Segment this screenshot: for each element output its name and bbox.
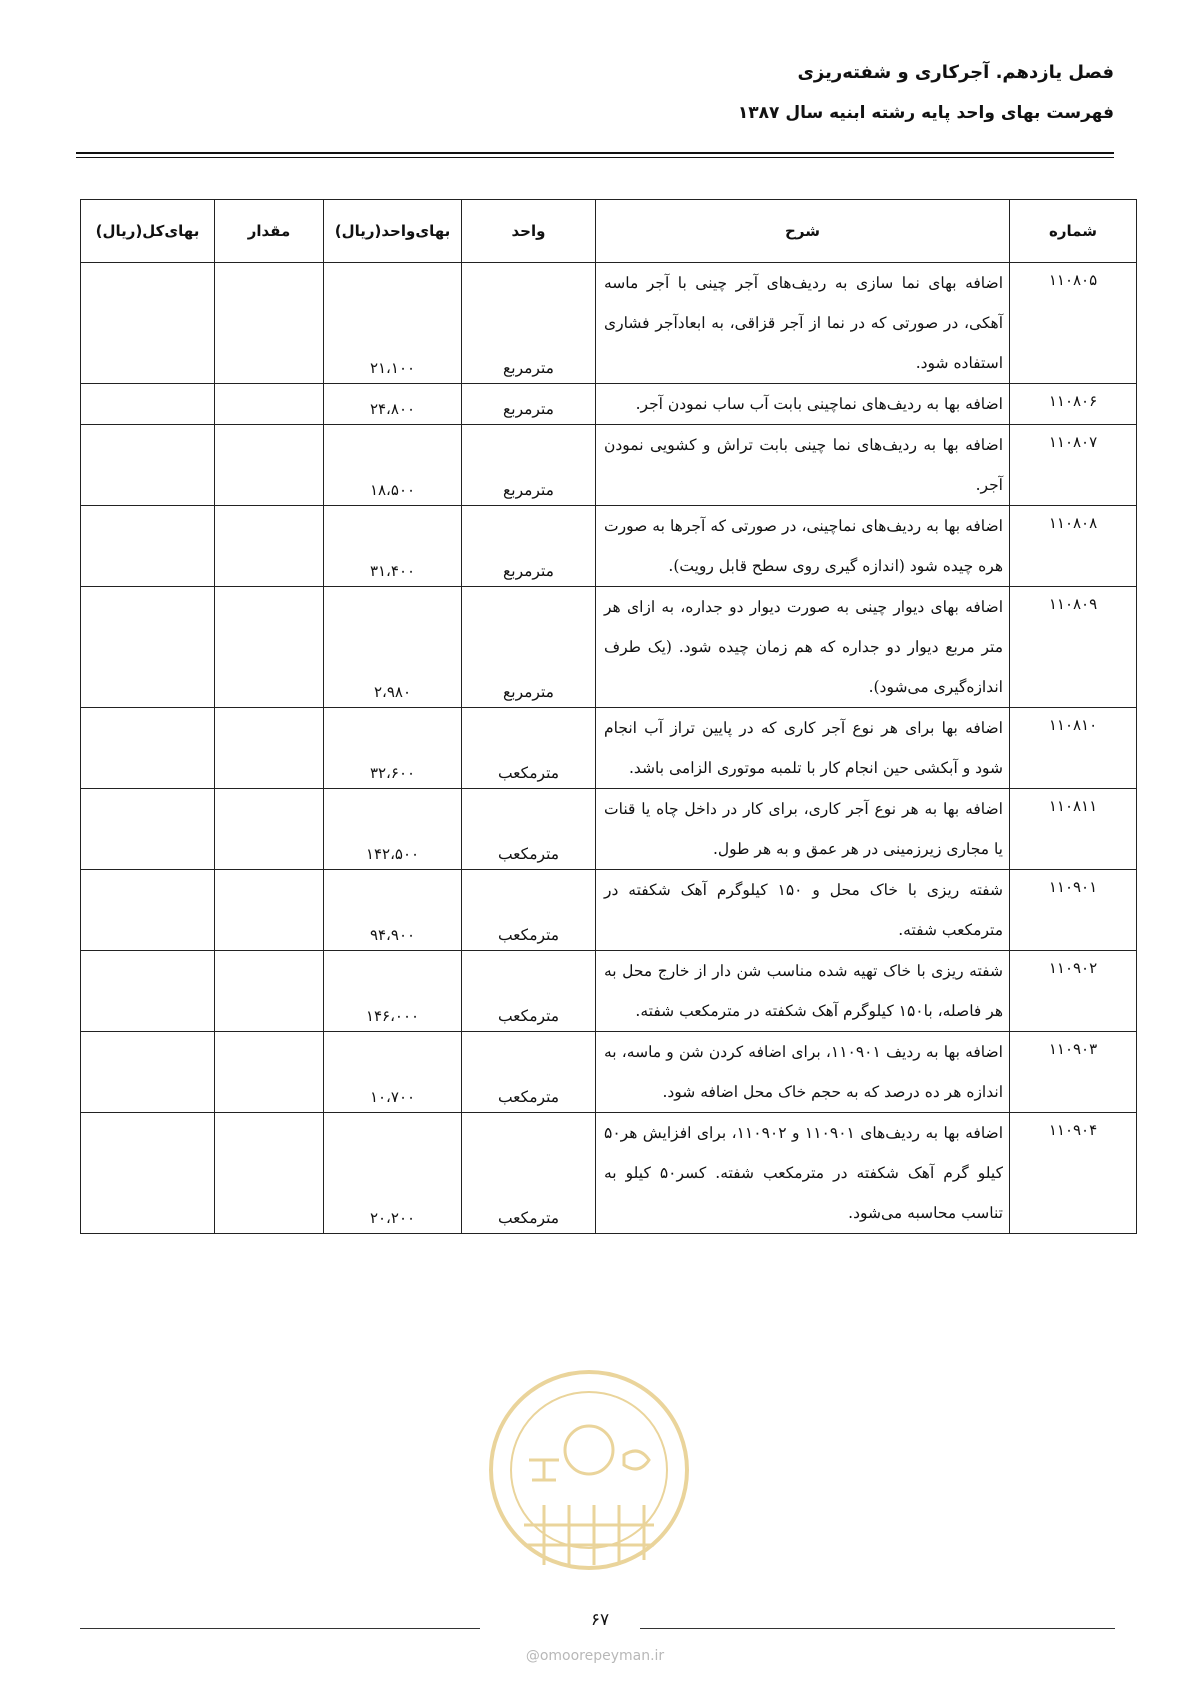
row-code: ۱۱۰۸۰۶ bbox=[1010, 384, 1137, 425]
header-rule-thin bbox=[76, 157, 1114, 158]
row-unit: مترمربع bbox=[462, 263, 596, 384]
table-header-row bbox=[81, 200, 1137, 263]
row-unit-price: ۲۱،۱۰۰ bbox=[324, 263, 462, 384]
row-quantity bbox=[215, 384, 324, 425]
row-description: اضافه بها به ردیف‌های نماچینی بابت آب ساب نمودن آجر. bbox=[596, 384, 1010, 425]
row-quantity bbox=[215, 263, 324, 384]
row-code: ۱۱۰۸۱۰ bbox=[1010, 708, 1137, 789]
footer-rule-right bbox=[640, 1628, 1115, 1629]
row-code: ۱۱۰۸۰۷ bbox=[1010, 425, 1137, 506]
row-description: اضافه بهای دیوار چینی به صورت دیوار دو جداره، به ازای هر متر مربع دیوار دو جداره که هم زمان چیده شود. (یک طرف اندازه‌گیری می‌شود). bbox=[596, 587, 1010, 708]
row-unit: مترمربع bbox=[462, 506, 596, 587]
row-description: اضافه بهای نما سازی به ردیف‌های آجر چینی با آجر ماسه آهکی، در صورتی که در نما از آجر قزاقی، به ابعادآجر فشاری استفاده شود. bbox=[596, 263, 1010, 384]
row-unit-price: ۹۴،۹۰۰ bbox=[324, 870, 462, 951]
row-unit-price: ۲،۹۸۰ bbox=[324, 587, 462, 708]
row-unit: مترمربع bbox=[462, 587, 596, 708]
row-description: اضافه بها به ردیف‌های ۱۱۰۹۰۱ و ۱۱۰۹۰۲، برای افزایش هر۵۰ کیلو گرم آهک شکفته در مترمکعب شفته. کسر۵۰ کیلو به تناسب محاسبه می‌شود. bbox=[596, 1113, 1010, 1234]
row-code: ۱۱۰۹۰۱ bbox=[1010, 870, 1137, 951]
row-unit: مترمکعب bbox=[462, 870, 596, 951]
seal-center-emblem bbox=[565, 1426, 613, 1474]
row-code: ۱۱۰۸۱۱ bbox=[1010, 789, 1137, 870]
table-row bbox=[81, 1113, 1137, 1234]
row-description: اضافه بها به ردیف‌های نما چینی بابت تراش و کشویی نمودن آجر. bbox=[596, 425, 1010, 506]
seal-gear-icon bbox=[624, 1451, 649, 1469]
row-quantity bbox=[215, 506, 324, 587]
row-code: ۱۱۰۹۰۲ bbox=[1010, 951, 1137, 1032]
page-header bbox=[738, 58, 1114, 128]
row-total-price bbox=[81, 951, 215, 1032]
row-quantity bbox=[215, 870, 324, 951]
table-row bbox=[81, 708, 1137, 789]
row-total-price bbox=[81, 789, 215, 870]
seal-outer-ring bbox=[491, 1372, 687, 1568]
header-unit: واحد bbox=[462, 200, 596, 263]
table-row bbox=[81, 506, 1137, 587]
header-rule-thick bbox=[76, 152, 1114, 154]
row-unit-price: ۳۱،۴۰۰ bbox=[324, 506, 462, 587]
row-quantity bbox=[215, 1032, 324, 1113]
row-description: اضافه بها به هر نوع آجر کاری، برای کار در داخل چاه یا قنات یا مجاری زیرزمینی در هر عمق و به هر طول. bbox=[596, 789, 1010, 870]
row-description: شفته ریزی با خاک محل و ۱۵۰ کیلوگرم آهک شکفته در مترمکعب شفته. bbox=[596, 870, 1010, 951]
row-quantity bbox=[215, 425, 324, 506]
seal-scale-icon bbox=[529, 1460, 559, 1480]
list-title: فهرست بهای واحد پایه رشته ابنیه سال ۱۳۸۷ bbox=[737, 103, 1114, 123]
page-number: ۶۷ bbox=[590, 1610, 610, 1630]
table-row bbox=[81, 951, 1137, 1032]
row-description: اضافه بها به ردیف‌های نماچینی، در صورتی که آجرها به صورت هره چیده شود (اندازه گیری روی سطح قابل رویت). bbox=[596, 506, 1010, 587]
chapter-title: فصل یازدهم. آجرکاری و شفته‌ریزی bbox=[797, 62, 1114, 83]
header-quantity: مقدار bbox=[215, 200, 324, 263]
row-total-price bbox=[81, 587, 215, 708]
table-row bbox=[81, 425, 1137, 506]
header-total-price: بهای‌کل(ریال) bbox=[81, 200, 215, 263]
table-row bbox=[81, 789, 1137, 870]
row-total-price bbox=[81, 506, 215, 587]
row-unit-price: ۱۰،۷۰۰ bbox=[324, 1032, 462, 1113]
table-row bbox=[81, 263, 1137, 384]
row-code: ۱۱۰۹۰۴ bbox=[1010, 1113, 1137, 1234]
row-unit-price: ۲۰،۲۰۰ bbox=[324, 1113, 462, 1234]
row-unit-price: ۱۴۶،۰۰۰ bbox=[324, 951, 462, 1032]
row-unit: مترمربع bbox=[462, 384, 596, 425]
row-quantity bbox=[215, 789, 324, 870]
row-unit-price: ۱۸،۵۰۰ bbox=[324, 425, 462, 506]
row-total-price bbox=[81, 870, 215, 951]
row-quantity bbox=[215, 1113, 324, 1234]
row-description: شفته ریزی با خاک تهیه شده مناسب شن دار از خارج محل به هر فاصله، با۱۵۰ کیلوگرم آهک شکفته در مترمکعب شفته. bbox=[596, 951, 1010, 1032]
header-unit-price: بهای‌واحد(ریال) bbox=[324, 200, 462, 263]
row-total-price bbox=[81, 1032, 215, 1113]
row-code: ۱۱۰۸۰۹ bbox=[1010, 587, 1137, 708]
row-total-price bbox=[81, 708, 215, 789]
price-table bbox=[80, 199, 1137, 1234]
row-unit: مترمکعب bbox=[462, 789, 596, 870]
row-quantity bbox=[215, 708, 324, 789]
row-quantity bbox=[215, 587, 324, 708]
row-unit: مترمکعب bbox=[462, 1113, 596, 1234]
watermark-seal bbox=[484, 1320, 694, 1610]
row-unit-price: ۳۲،۶۰۰ bbox=[324, 708, 462, 789]
row-unit: مترمکعب bbox=[462, 1032, 596, 1113]
website-watermark: @omoorepeyman.ir bbox=[525, 1648, 665, 1664]
header-description: شرح bbox=[596, 200, 1010, 263]
table-row bbox=[81, 587, 1137, 708]
row-code: ۱۱۰۹۰۳ bbox=[1010, 1032, 1137, 1113]
row-code: ۱۱۰۸۰۸ bbox=[1010, 506, 1137, 587]
row-quantity bbox=[215, 951, 324, 1032]
table-row bbox=[81, 384, 1137, 425]
header-code: شماره bbox=[1010, 200, 1137, 263]
row-description: اضافه بها به ردیف ۱۱۰۹۰۱، برای اضافه کردن شن و ماسه، به اندازه هر ده درصد که به حجم خاک محل اضافه شود. bbox=[596, 1032, 1010, 1113]
row-unit: مترمربع bbox=[462, 425, 596, 506]
row-unit-price: ۲۴،۸۰۰ bbox=[324, 384, 462, 425]
row-unit-price: ۱۴۲،۵۰۰ bbox=[324, 789, 462, 870]
row-total-price bbox=[81, 425, 215, 506]
footer-rule-left bbox=[80, 1628, 480, 1629]
row-code: ۱۱۰۸۰۵ bbox=[1010, 263, 1137, 384]
row-total-price bbox=[81, 263, 215, 384]
table-row bbox=[81, 1032, 1137, 1113]
row-total-price bbox=[81, 384, 215, 425]
row-description: اضافه بها برای هر نوع آجر کاری که در پایین تراز آب انجام شود و آبکشی حین انجام کار با تلمبه موتوری الزامی باشد. bbox=[596, 708, 1010, 789]
table-row bbox=[81, 870, 1137, 951]
row-unit: مترمکعب bbox=[462, 708, 596, 789]
row-unit: مترمکعب bbox=[462, 951, 596, 1032]
row-total-price bbox=[81, 1113, 215, 1234]
